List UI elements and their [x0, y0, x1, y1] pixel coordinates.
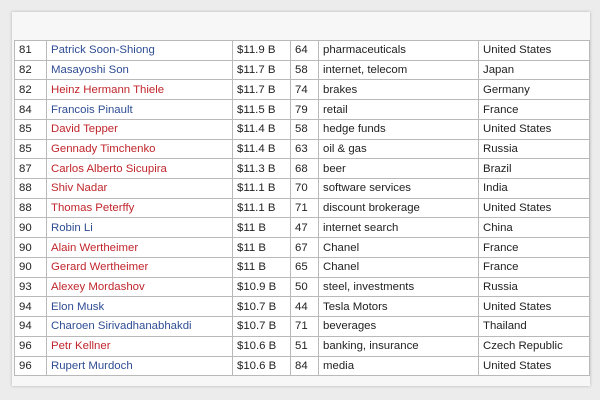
- name-cell: Heinz Hermann Thiele: [47, 80, 233, 100]
- rank-cell: 90: [15, 218, 47, 238]
- rank-cell: 94: [15, 297, 47, 317]
- age-cell: 47: [291, 218, 319, 238]
- rank-cell: 88: [15, 198, 47, 218]
- name-cell: Thomas Peterffy: [47, 198, 233, 218]
- rank-cell: 82: [15, 80, 47, 100]
- name-cell: Alexey Mordashov: [47, 277, 233, 297]
- age-cell: 63: [291, 139, 319, 159]
- name-cell: Petr Kellner: [47, 336, 233, 356]
- net-worth-cell: $11.4 B: [233, 139, 291, 159]
- rank-cell: 81: [15, 41, 47, 61]
- country-cell: Thailand: [479, 317, 590, 337]
- country-cell: Brazil: [479, 159, 590, 179]
- name-cell: Masayoshi Son: [47, 60, 233, 80]
- rank-cell: 82: [15, 60, 47, 80]
- document-frame: [12, 12, 590, 386]
- source-cell: media: [319, 356, 479, 376]
- rank-cell: 90: [15, 257, 47, 277]
- name-cell: Charoen Sirivadhanabhakdi: [47, 317, 233, 337]
- name-cell: Alain Wertheimer: [47, 238, 233, 258]
- name-cell: Gennady Timchenko: [47, 139, 233, 159]
- rank-cell: 93: [15, 277, 47, 297]
- name-cell: Carlos Alberto Sicupira: [47, 159, 233, 179]
- age-cell: 79: [291, 100, 319, 120]
- source-cell: Chanel: [319, 238, 479, 258]
- country-cell: Germany: [479, 80, 590, 100]
- net-worth-cell: $11.4 B: [233, 119, 291, 139]
- age-cell: 44: [291, 297, 319, 317]
- source-cell: beer: [319, 159, 479, 179]
- name-cell: Robin Li: [47, 218, 233, 238]
- country-cell: France: [479, 257, 590, 277]
- age-cell: 58: [291, 60, 319, 80]
- name-cell: Shiv Nadar: [47, 179, 233, 199]
- table-row: [15, 317, 590, 337]
- country-cell: United States: [479, 41, 590, 61]
- name-cell: Patrick Soon-Shiong: [47, 41, 233, 61]
- age-cell: 68: [291, 159, 319, 179]
- rank-cell: 85: [15, 119, 47, 139]
- country-cell: Russia: [479, 277, 590, 297]
- country-cell: United States: [479, 119, 590, 139]
- age-cell: 71: [291, 198, 319, 218]
- net-worth-cell: $11.7 B: [233, 80, 291, 100]
- net-worth-cell: $11 B: [233, 238, 291, 258]
- table-row: [15, 139, 590, 159]
- country-cell: Czech Republic: [479, 336, 590, 356]
- table-row: [15, 257, 590, 277]
- table-row: [15, 198, 590, 218]
- source-cell: beverages: [319, 317, 479, 337]
- table-row: [15, 277, 590, 297]
- age-cell: 67: [291, 238, 319, 258]
- country-cell: China: [479, 218, 590, 238]
- source-cell: steel, investments: [319, 277, 479, 297]
- net-worth-cell: $11.9 B: [233, 41, 291, 61]
- billionaires-table-sheet: [14, 40, 589, 376]
- age-cell: 71: [291, 317, 319, 337]
- rank-cell: 96: [15, 336, 47, 356]
- rank-cell: 88: [15, 179, 47, 199]
- rank-cell: 87: [15, 159, 47, 179]
- net-worth-cell: $11 B: [233, 218, 291, 238]
- rank-cell: 84: [15, 100, 47, 120]
- source-cell: Chanel: [319, 257, 479, 277]
- source-cell: internet, telecom: [319, 60, 479, 80]
- name-cell: David Tepper: [47, 119, 233, 139]
- country-cell: France: [479, 100, 590, 120]
- table-row: [15, 60, 590, 80]
- rank-cell: 85: [15, 139, 47, 159]
- source-cell: pharmaceuticals: [319, 41, 479, 61]
- source-cell: software services: [319, 179, 479, 199]
- table-row: [15, 179, 590, 199]
- country-cell: India: [479, 179, 590, 199]
- age-cell: 74: [291, 80, 319, 100]
- rank-cell: 90: [15, 238, 47, 258]
- name-cell: Rupert Murdoch: [47, 356, 233, 376]
- country-cell: Russia: [479, 139, 590, 159]
- country-cell: France: [479, 238, 590, 258]
- source-cell: banking, insurance: [319, 336, 479, 356]
- table-row: [15, 41, 590, 61]
- rank-cell: 96: [15, 356, 47, 376]
- source-cell: brakes: [319, 80, 479, 100]
- source-cell: hedge funds: [319, 119, 479, 139]
- source-cell: oil & gas: [319, 139, 479, 159]
- age-cell: 84: [291, 356, 319, 376]
- age-cell: 65: [291, 257, 319, 277]
- age-cell: 70: [291, 179, 319, 199]
- country-cell: United States: [479, 356, 590, 376]
- table-row: [15, 336, 590, 356]
- name-cell: Elon Musk: [47, 297, 233, 317]
- age-cell: 58: [291, 119, 319, 139]
- table-row: [15, 297, 590, 317]
- source-cell: retail: [319, 100, 479, 120]
- source-cell: discount brokerage: [319, 198, 479, 218]
- country-cell: United States: [479, 198, 590, 218]
- net-worth-cell: $10.7 B: [233, 297, 291, 317]
- table-row: [15, 356, 590, 376]
- name-cell: Gerard Wertheimer: [47, 257, 233, 277]
- net-worth-cell: $11.1 B: [233, 179, 291, 199]
- age-cell: 51: [291, 336, 319, 356]
- source-cell: Tesla Motors: [319, 297, 479, 317]
- table-row: [15, 159, 590, 179]
- table-row: [15, 119, 590, 139]
- age-cell: 50: [291, 277, 319, 297]
- net-worth-cell: $11 B: [233, 257, 291, 277]
- table-row: [15, 80, 590, 100]
- net-worth-cell: $10.6 B: [233, 356, 291, 376]
- table-row: [15, 238, 590, 258]
- net-worth-cell: $11.3 B: [233, 159, 291, 179]
- country-cell: Japan: [479, 60, 590, 80]
- net-worth-cell: $10.7 B: [233, 317, 291, 337]
- table-row: [15, 218, 590, 238]
- country-cell: United States: [479, 297, 590, 317]
- table-row: [15, 100, 590, 120]
- net-worth-cell: $10.6 B: [233, 336, 291, 356]
- age-cell: 64: [291, 41, 319, 61]
- table-body: [15, 41, 590, 376]
- billionaires-table: [14, 40, 590, 376]
- net-worth-cell: $11.1 B: [233, 198, 291, 218]
- net-worth-cell: $11.7 B: [233, 60, 291, 80]
- net-worth-cell: $11.5 B: [233, 100, 291, 120]
- rank-cell: 94: [15, 317, 47, 337]
- name-cell: Francois Pinault: [47, 100, 233, 120]
- net-worth-cell: $10.9 B: [233, 277, 291, 297]
- source-cell: internet search: [319, 218, 479, 238]
